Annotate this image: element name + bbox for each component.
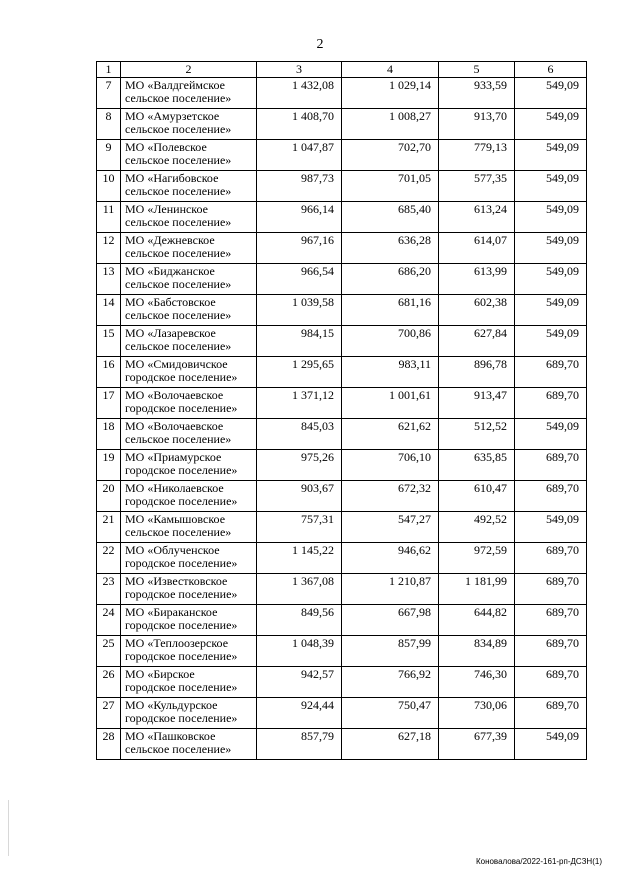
value-cell-col6: 549,09 — [515, 326, 587, 357]
municipality-name-line1: МО «Облученское — [125, 543, 220, 557]
municipality-name-line1: МО «Камышовское — [125, 512, 226, 526]
value-cell-col4: 636,28 — [342, 233, 439, 264]
table-row — [97, 450, 587, 481]
value-cell-col5: 627,84 — [439, 326, 515, 357]
column-header: 3 — [257, 62, 342, 78]
value-cell-col4: 700,86 — [342, 326, 439, 357]
value-cell-col6: 549,09 — [515, 171, 587, 202]
municipality-name-line2: сельское поселение» — [125, 215, 232, 229]
value-cell-col5: 577,35 — [439, 171, 515, 202]
municipality-name-line1: МО «Бабстовское — [125, 295, 216, 309]
table-row — [97, 357, 587, 388]
value-cell-col6: 549,09 — [515, 202, 587, 233]
table-row — [97, 109, 587, 140]
municipality-name-line1: МО «Бирское — [125, 667, 195, 681]
value-cell-col4: 547,27 — [342, 512, 439, 543]
value-cell-col3: 757,31 — [257, 512, 342, 543]
value-cell-col4: 685,40 — [342, 202, 439, 233]
value-cell-col5: 512,52 — [439, 419, 515, 450]
page-number: 2 — [316, 37, 324, 52]
row-number-cell: 23 — [97, 574, 121, 605]
municipality-name-cell — [121, 202, 257, 233]
municipality-name-line2: сельское поселение» — [125, 742, 232, 756]
value-cell-col4: 706,10 — [342, 450, 439, 481]
value-cell-col4: 1 210,87 — [342, 574, 439, 605]
municipality-name-line2: городское поселение» — [125, 401, 238, 415]
municipality-name-cell — [121, 636, 257, 667]
value-cell-col3: 984,15 — [257, 326, 342, 357]
document-footer-code: Коновалова/2022-161-рп-ДСЗН(1) — [475, 857, 602, 866]
municipality-name-line2: сельское поселение» — [125, 432, 232, 446]
value-cell-col3: 924,44 — [257, 698, 342, 729]
table-body — [97, 62, 587, 760]
row-number-cell: 25 — [97, 636, 121, 667]
table-row — [97, 698, 587, 729]
municipality-name-cell — [121, 357, 257, 388]
municipality-name-cell — [121, 78, 257, 109]
municipality-name-line1: МО «Смидовичское — [125, 357, 228, 371]
table-row — [97, 636, 587, 667]
municipality-name-line2: городское поселение» — [125, 649, 238, 663]
municipality-name-cell — [121, 233, 257, 264]
table-row — [97, 78, 587, 109]
value-cell-col6: 549,09 — [515, 109, 587, 140]
value-cell-col4: 983,11 — [342, 357, 439, 388]
municipality-name-line2: городское поселение» — [125, 587, 238, 601]
value-cell-col6: 689,70 — [515, 574, 587, 605]
value-cell-col6: 689,70 — [515, 636, 587, 667]
value-cell-col6: 549,09 — [515, 512, 587, 543]
municipality-name-line1: МО «Теплоозерское — [125, 636, 229, 650]
table-row — [97, 233, 587, 264]
value-cell-col4: 667,98 — [342, 605, 439, 636]
table-row — [97, 512, 587, 543]
row-number-cell: 26 — [97, 667, 121, 698]
row-number-cell: 19 — [97, 450, 121, 481]
value-cell-col4: 627,18 — [342, 729, 439, 760]
row-number-cell: 14 — [97, 295, 121, 326]
value-cell-col5: 614,07 — [439, 233, 515, 264]
municipality-name-line2: сельское поселение» — [125, 246, 232, 260]
municipality-name-line1: МО «Полевское — [125, 140, 207, 154]
value-cell-col3: 1 432,08 — [257, 78, 342, 109]
municipality-name-line1: МО «Валдгеймское — [125, 78, 225, 92]
value-cell-col5: 677,39 — [439, 729, 515, 760]
value-cell-col6: 689,70 — [515, 605, 587, 636]
value-cell-col3: 975,26 — [257, 450, 342, 481]
municipality-name-line2: сельское поселение» — [125, 184, 232, 198]
municipality-name-line2: сельское поселение» — [125, 91, 232, 105]
value-cell-col4: 750,47 — [342, 698, 439, 729]
municipality-name-line1: МО «Лазаревское — [125, 326, 216, 340]
value-cell-col3: 1 295,65 — [257, 357, 342, 388]
municipality-name-line1: МО «Волочаевское — [125, 419, 224, 433]
municipality-name-line1: МО «Ленинское — [125, 202, 209, 216]
table-row — [97, 481, 587, 512]
column-header: 2 — [121, 62, 257, 78]
value-cell-col6: 689,70 — [515, 667, 587, 698]
value-cell-col3: 1 047,87 — [257, 140, 342, 171]
municipality-name-cell — [121, 326, 257, 357]
value-cell-col3: 966,54 — [257, 264, 342, 295]
value-cell-col5: 913,70 — [439, 109, 515, 140]
value-cell-col6: 689,70 — [515, 450, 587, 481]
value-cell-col6: 549,09 — [515, 264, 587, 295]
municipality-name-line1: МО «Амурзетское — [125, 109, 220, 123]
table-row — [97, 419, 587, 450]
value-cell-col6: 549,09 — [515, 233, 587, 264]
row-number-cell: 12 — [97, 233, 121, 264]
value-cell-col6: 549,09 — [515, 419, 587, 450]
municipality-name-line2: городское поселение» — [125, 711, 238, 725]
municipality-name-cell — [121, 698, 257, 729]
value-cell-col3: 903,67 — [257, 481, 342, 512]
table-row — [97, 202, 587, 233]
municipality-name-line1: МО «Пашковское — [125, 729, 216, 743]
value-cell-col3: 1 371,12 — [257, 388, 342, 419]
municipality-name-line1: МО «Волочаевское — [125, 388, 224, 402]
value-cell-col4: 1 029,14 — [342, 78, 439, 109]
value-cell-col3: 849,56 — [257, 605, 342, 636]
municipality-name-cell — [121, 574, 257, 605]
value-cell-col3: 1 408,70 — [257, 109, 342, 140]
municipality-name-cell — [121, 109, 257, 140]
table-row — [97, 326, 587, 357]
municipality-name-line1: МО «Нагибовское — [125, 171, 219, 185]
table-row — [97, 574, 587, 605]
value-cell-col6: 549,09 — [515, 78, 587, 109]
municipality-name-line2: городское поселение» — [125, 494, 238, 508]
value-cell-col3: 1 039,58 — [257, 295, 342, 326]
row-number-cell: 16 — [97, 357, 121, 388]
municipality-name-cell — [121, 667, 257, 698]
municipality-name-line1: МО «Николаевское — [125, 481, 224, 495]
row-number-cell: 11 — [97, 202, 121, 233]
row-number-cell: 17 — [97, 388, 121, 419]
value-cell-col6: 549,09 — [515, 140, 587, 171]
row-number-cell: 9 — [97, 140, 121, 171]
value-cell-col4: 702,70 — [342, 140, 439, 171]
value-cell-col3: 966,14 — [257, 202, 342, 233]
value-cell-col3: 1 048,39 — [257, 636, 342, 667]
row-number-cell: 8 — [97, 109, 121, 140]
municipality-name-line2: городское поселение» — [125, 556, 238, 570]
row-number-cell: 18 — [97, 419, 121, 450]
municipality-name-line2: городское поселение» — [125, 370, 238, 384]
data-table — [96, 61, 587, 760]
table-row — [97, 171, 587, 202]
table-row — [97, 667, 587, 698]
value-cell-col5: 492,52 — [439, 512, 515, 543]
row-number-cell: 27 — [97, 698, 121, 729]
row-number-cell: 28 — [97, 729, 121, 760]
value-cell-col3: 967,16 — [257, 233, 342, 264]
table-row — [97, 543, 587, 574]
value-cell-col5: 779,13 — [439, 140, 515, 171]
value-cell-col5: 913,47 — [439, 388, 515, 419]
value-cell-col3: 987,73 — [257, 171, 342, 202]
value-cell-col3: 857,79 — [257, 729, 342, 760]
row-number-cell: 22 — [97, 543, 121, 574]
municipality-name-line2: сельское поселение» — [125, 339, 232, 353]
table-row — [97, 729, 587, 760]
row-number-cell: 13 — [97, 264, 121, 295]
value-cell-col4: 701,05 — [342, 171, 439, 202]
municipality-name-line1: МО «Кульдурское — [125, 698, 218, 712]
row-number-cell: 7 — [97, 78, 121, 109]
municipality-name-line2: городское поселение» — [125, 680, 238, 694]
value-cell-col4: 946,62 — [342, 543, 439, 574]
municipality-name-line1: МО «Дежневское — [125, 233, 215, 247]
row-number-cell: 24 — [97, 605, 121, 636]
value-cell-col5: 613,99 — [439, 264, 515, 295]
municipality-name-line2: сельское поселение» — [125, 153, 232, 167]
value-cell-col4: 766,92 — [342, 667, 439, 698]
value-cell-col6: 689,70 — [515, 543, 587, 574]
value-cell-col5: 1 181,99 — [439, 574, 515, 605]
municipality-name-cell — [121, 450, 257, 481]
value-cell-col4: 1 001,61 — [342, 388, 439, 419]
value-cell-col5: 610,47 — [439, 481, 515, 512]
row-number-cell: 20 — [97, 481, 121, 512]
value-cell-col5: 834,89 — [439, 636, 515, 667]
table-header-row — [97, 62, 587, 78]
municipality-name-line1: МО «Биджанское — [125, 264, 215, 278]
value-cell-col5: 613,24 — [439, 202, 515, 233]
municipality-name-line2: городское поселение» — [125, 618, 238, 632]
table-row — [97, 264, 587, 295]
value-cell-col3: 1 367,08 — [257, 574, 342, 605]
municipality-name-line2: сельское поселение» — [125, 277, 232, 291]
row-number-cell: 21 — [97, 512, 121, 543]
value-cell-col6: 549,09 — [515, 295, 587, 326]
municipality-name-cell — [121, 140, 257, 171]
municipality-name-cell — [121, 419, 257, 450]
municipality-name-cell — [121, 605, 257, 636]
value-cell-col5: 602,38 — [439, 295, 515, 326]
table-row — [97, 388, 587, 419]
value-cell-col3: 845,03 — [257, 419, 342, 450]
value-cell-col5: 644,82 — [439, 605, 515, 636]
scan-margin-line — [8, 800, 9, 856]
value-cell-col4: 621,62 — [342, 419, 439, 450]
municipality-name-line1: МО «Бираканское — [125, 605, 218, 619]
value-cell-col5: 933,59 — [439, 78, 515, 109]
municipality-name-cell — [121, 295, 257, 326]
municipality-name-cell — [121, 481, 257, 512]
municipality-name-cell — [121, 388, 257, 419]
value-cell-col4: 681,16 — [342, 295, 439, 326]
column-header: 4 — [342, 62, 439, 78]
value-cell-col6: 689,70 — [515, 481, 587, 512]
value-cell-col4: 857,99 — [342, 636, 439, 667]
row-number-cell: 15 — [97, 326, 121, 357]
row-number-cell: 10 — [97, 171, 121, 202]
municipality-name-cell — [121, 264, 257, 295]
value-cell-col5: 896,78 — [439, 357, 515, 388]
municipality-name-line2: городское поселение» — [125, 463, 238, 477]
municipality-name-line1: МО «Известковское — [125, 574, 228, 588]
value-cell-col3: 942,57 — [257, 667, 342, 698]
value-cell-col5: 730,06 — [439, 698, 515, 729]
municipality-name-line1: МО «Приамурское — [125, 450, 222, 464]
value-cell-col3: 1 145,22 — [257, 543, 342, 574]
value-cell-col5: 746,30 — [439, 667, 515, 698]
municipality-name-line2: сельское поселение» — [125, 122, 232, 136]
value-cell-col6: 689,70 — [515, 388, 587, 419]
municipality-name-cell — [121, 729, 257, 760]
table-row — [97, 605, 587, 636]
municipality-name-line2: сельское поселение» — [125, 308, 232, 322]
column-header: 5 — [439, 62, 515, 78]
value-cell-col6: 689,70 — [515, 698, 587, 729]
table-row — [97, 295, 587, 326]
value-cell-col4: 1 008,27 — [342, 109, 439, 140]
column-header: 1 — [97, 62, 121, 78]
municipality-name-cell — [121, 171, 257, 202]
value-cell-col4: 686,20 — [342, 264, 439, 295]
value-cell-col5: 972,59 — [439, 543, 515, 574]
municipality-name-line2: сельское поселение» — [125, 525, 232, 539]
value-cell-col5: 635,85 — [439, 450, 515, 481]
value-cell-col6: 549,09 — [515, 729, 587, 760]
column-header: 6 — [515, 62, 587, 78]
value-cell-col4: 672,32 — [342, 481, 439, 512]
municipality-name-cell — [121, 543, 257, 574]
table-row — [97, 140, 587, 171]
value-cell-col6: 689,70 — [515, 357, 587, 388]
municipality-name-cell — [121, 512, 257, 543]
